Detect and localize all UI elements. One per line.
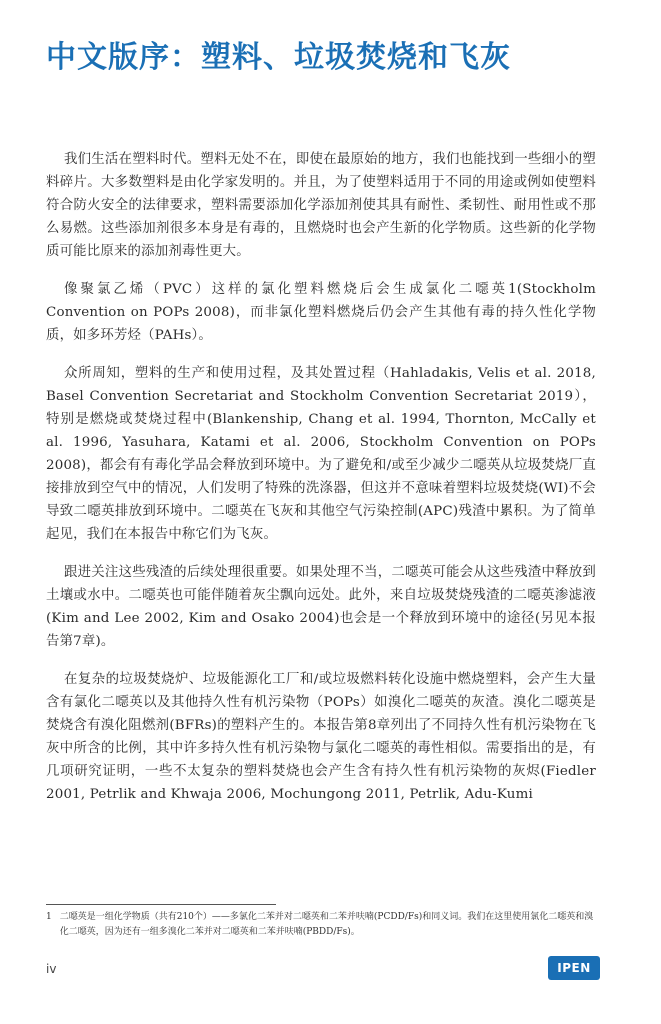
paragraph: 众所周知，塑料的生产和使用过程，及其处置过程（Hahladakis, Velis et al. 2018, Basel Convention Secretariat and Stockholm Convention Secretariat 2019），特别是燃烧或焚烧过程中(Blankenship, Chang et al. 1994, Thornton, McCally et al. 1996, Yasuhara, Katami et al. 2006, Stockholm Convention on POPs 2008)，都会有有毒化学品会释放到环境中。为了避免和/或至少减少二噁英从垃圾焚烧厂直接排放到空气中的情况，人们发明了特殊的洗涤器，但这并不意味着塑料垃圾焚烧(WI)不会导致二噁英排放到环境中。二噁英在飞灰和其他空气污染控制(APC)残渣中累积。为了简单起见，我们在本报告中称它们为飞灰。: [46, 366, 596, 542]
paragraph: 像聚氯乙烯（PVC）这样的氯化塑料燃烧后会生成氯化二噁英1(Stockholm Convention on POPs 2008)，而非氯化塑料燃烧后仍会产生其他有毒的持久性化学物质，如多环芳烃（PAHs）。: [46, 282, 596, 343]
footnote-text: 二噁英是一组化学物质（共有210个）——多氯化二苯并对二噁英和二苯并呋喃(PCDD/Fs)和同义词。我们在这里使用氯化二噁英和溴化二噁英，因为还有一组多溴化二苯并对二噁英和二苯并呋喃(PBDD/Fs)。: [59, 912, 594, 937]
paragraph: 我们生活在塑料时代。塑料无处不在，即使在最原始的地方，我们也能找到一些细小的塑料碎片。大多数塑料是由化学家发明的。并且，为了使塑料适用于不同的用途或例如使塑料符合防火安全的法律要求，塑料需要添加化学添加剂使其具有耐性、柔韧性、耐用性或不那么易燃。这些添加剂很多本身是有毒的，且燃烧时也会产生新的化学物质。这些新的化学物质可能比原来的添加剂毒性更大。: [46, 152, 596, 259]
paragraph: 跟进关注这些残渣的后续处理很重要。如果处理不当，二噁英可能会从这些残渣中释放到土壤或水中。二噁英也可能伴随着灰尘飘向远处。此外，来自垃圾焚烧残渣的二噁英渗滤液(Kim and Lee 2002, Kim and Osako 2004)也会是一个释放到环境中的途径(另见本报告第7章)。: [46, 565, 596, 649]
paragraph: 在复杂的垃圾焚烧炉、垃圾能源化工厂和/或垃圾燃料转化设施中燃烧塑料，会产生大量含有氯化二噁英以及其他持久性有机污染物（POPs）如溴化二噁英的灰渣。溴化二噁英是焚烧含有溴化阻燃剂(BFRs)的塑料产生的。本报告第8章列出了不同持久性有机污染物在飞灰中所含的比例，其中许多持久性有机污染物与氯化二噁英的毒性相似。需要指出的是，有几项研究证明，一些不太复杂的塑料焚烧也会产生含有持久性有机污染物的灰烬(Fiedler 2001, Petrlik and Khwaja 2006, Mochungong 2011, Petrlik, Adu-Kumi: [46, 672, 596, 802]
page-title: 中文版序：塑料、垃圾焚烧和飞灰: [46, 40, 511, 75]
footnote-number: 1: [46, 912, 52, 922]
page-number: iv: [46, 962, 57, 976]
footnote: [46, 910, 598, 940]
footnote-divider: [46, 904, 276, 905]
ipen-logo: IPEN: [548, 956, 600, 980]
body-text: [46, 148, 596, 821]
